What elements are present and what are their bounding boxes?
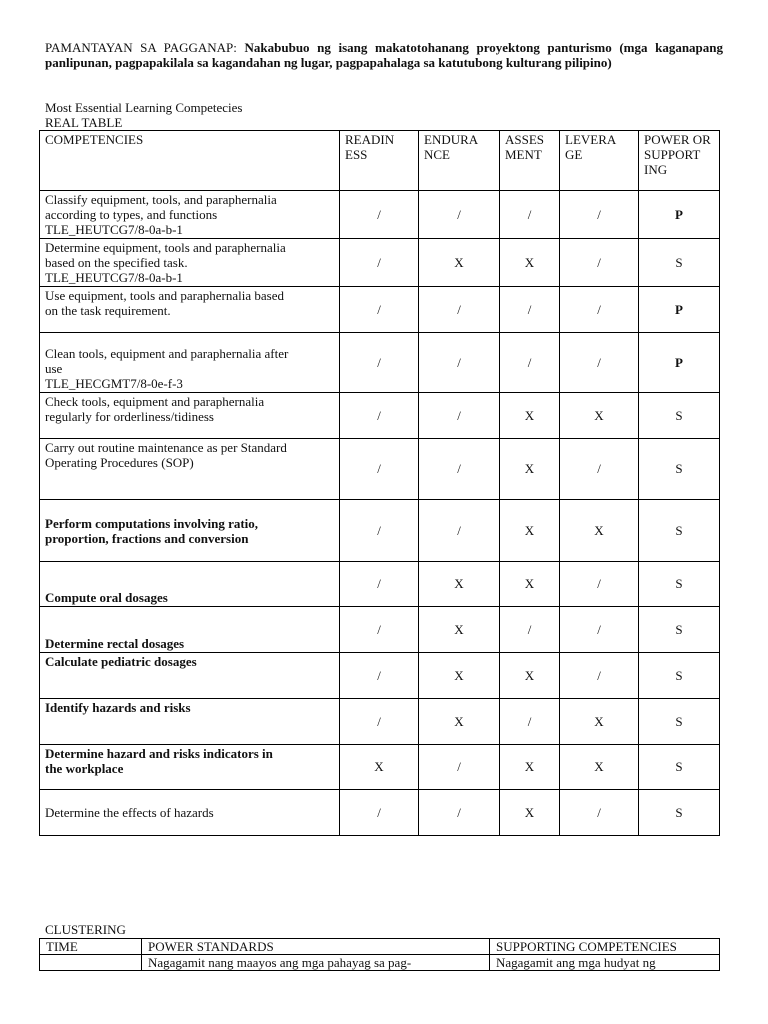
power-supporting-cell: S (639, 562, 720, 607)
assessment-cell: X (500, 790, 560, 836)
table-row (40, 500, 720, 562)
power-supporting-cell: S (639, 607, 720, 653)
readiness-cell: / (340, 699, 419, 745)
table-row (40, 393, 720, 439)
power-supporting-cell: S (639, 745, 720, 790)
leverage-cell: / (560, 562, 639, 607)
assessment-cell: X (500, 745, 560, 790)
readiness-cell: / (340, 562, 419, 607)
power-supporting-cell: S (639, 699, 720, 745)
leverage-cell: / (560, 287, 639, 333)
table-row (40, 191, 720, 239)
endurance-cell: X (419, 653, 500, 699)
table-row (40, 562, 720, 607)
header-competencies: COMPETENCIES (40, 131, 340, 191)
header-power-or-supporting: POWER OR SUPPORT ING (639, 131, 720, 191)
competency-cell: Determine rectal dosages (40, 607, 340, 653)
readiness-cell: / (340, 607, 419, 653)
performance-standard-label: PAMANTAYAN SA PAGGANAP: (45, 40, 237, 55)
readiness-cell: / (340, 393, 419, 439)
endurance-cell: / (419, 500, 500, 562)
competency-cell: Calculate pediatric dosages (40, 653, 340, 699)
leverage-cell: / (560, 333, 639, 393)
power-supporting-cell: P (639, 333, 720, 393)
competency-cell: Carry out routine maintenance as per Standard Operating Procedures (SOP) (40, 439, 340, 500)
assessment-cell: / (500, 191, 560, 239)
power-supporting-cell: S (639, 239, 720, 287)
competency-cell: Clean tools, equipment and paraphernalia after use TLE_HECGMT7/8-0e-f-3 (40, 333, 340, 393)
assessment-cell: X (500, 239, 560, 287)
table-row (40, 439, 720, 500)
section-title: Most Essential Learning Competecies (45, 100, 243, 115)
clustering-title: CLUSTERING (45, 922, 126, 937)
readiness-cell: / (340, 287, 419, 333)
table-row (40, 790, 720, 836)
power-supporting-cell: S (639, 500, 720, 562)
supporting-competency-cell: Nagagamit ang mga hudyat ng (490, 955, 720, 971)
assessment-cell: / (500, 287, 560, 333)
readiness-cell: X (340, 745, 419, 790)
power-supporting-cell: S (639, 439, 720, 500)
endurance-cell: / (419, 790, 500, 836)
table-row (40, 699, 720, 745)
endurance-cell: / (419, 287, 500, 333)
endurance-cell: / (419, 439, 500, 500)
header-power-standards: POWER STANDARDS (142, 939, 490, 955)
competency-cell: Determine the effects of hazards (40, 790, 340, 836)
table-row (40, 607, 720, 653)
competency-cell: Identify hazards and risks (40, 699, 340, 745)
endurance-cell: / (419, 745, 500, 790)
competency-cell: Perform computations involving ratio, proportion, fractions and conversion (40, 500, 340, 562)
power-supporting-cell: P (639, 287, 720, 333)
header-leverage: LEVERA GE (560, 131, 639, 191)
competency-cell: Check tools, equipment and paraphernalia regularly for orderliness/tidiness (40, 393, 340, 439)
power-supporting-cell: P (639, 191, 720, 239)
leverage-cell: / (560, 653, 639, 699)
time-cell (40, 955, 142, 971)
competency-cell: Compute oral dosages (40, 562, 340, 607)
assessment-cell: X (500, 500, 560, 562)
header-supporting-competencies: SUPPORTING COMPETENCIES (490, 939, 720, 955)
readiness-cell: / (340, 439, 419, 500)
endurance-cell: X (419, 239, 500, 287)
leverage-cell: / (560, 607, 639, 653)
assessment-cell: X (500, 439, 560, 500)
leverage-cell: X (560, 699, 639, 745)
leverage-cell: X (560, 393, 639, 439)
assessment-cell: / (500, 607, 560, 653)
assessment-cell: X (500, 653, 560, 699)
assessment-cell: X (500, 562, 560, 607)
competency-cell: Use equipment, tools and paraphernalia based on the task requirement. (40, 287, 340, 333)
leverage-cell: / (560, 191, 639, 239)
leverage-cell: / (560, 439, 639, 500)
table-row (40, 745, 720, 790)
readiness-cell: / (340, 790, 419, 836)
table-title: REAL TABLE (45, 115, 123, 130)
clustering-table (39, 938, 720, 971)
readiness-cell: / (340, 239, 419, 287)
leverage-cell: X (560, 500, 639, 562)
table-row (40, 287, 720, 333)
table-row (40, 955, 720, 971)
endurance-cell: / (419, 191, 500, 239)
assessment-cell: X (500, 393, 560, 439)
table-row (40, 239, 720, 287)
power-standard-cell: Nagagamit nang maayos ang mga pahayag sa pag- (142, 955, 490, 971)
endurance-cell: / (419, 333, 500, 393)
endurance-cell: X (419, 562, 500, 607)
readiness-cell: / (340, 333, 419, 393)
readiness-cell: / (340, 500, 419, 562)
leverage-cell: / (560, 239, 639, 287)
real-table (39, 130, 720, 836)
header-assessment: ASSES MENT (500, 131, 560, 191)
power-supporting-cell: S (639, 790, 720, 836)
endurance-cell: X (419, 699, 500, 745)
readiness-cell: / (340, 191, 419, 239)
assessment-cell: / (500, 333, 560, 393)
assessment-cell: / (500, 699, 560, 745)
leverage-cell: / (560, 790, 639, 836)
power-supporting-cell: S (639, 393, 720, 439)
performance-standard-text: Nakabubuo ng isang makatotohanang proyektong panturismo (mga kaganapang panlipunan, pagpapakilala sa kagandahan ng lugar, pagpapahalaga sa katutubong kulturang pilipino) (45, 40, 724, 70)
competency-cell: Determine equipment, tools and paraphernalia based on the specified task. TLE_HEUTCG7/8-0a-b-1 (40, 239, 340, 287)
readiness-cell: / (340, 653, 419, 699)
leverage-cell: X (560, 745, 639, 790)
header-readiness: READIN ESS (340, 131, 419, 191)
competency-cell: Classify equipment, tools, and paraphernalia according to types, and functions TLE_HEUTCG7/8-0a-b-1 (40, 191, 340, 239)
table-row (40, 333, 720, 393)
competency-cell: Determine hazard and risks indicators in the workplace (40, 745, 340, 790)
endurance-cell: / (419, 393, 500, 439)
header-time: TIME (40, 939, 142, 955)
endurance-cell: X (419, 607, 500, 653)
table-row (40, 653, 720, 699)
header-endurance: ENDURA NCE (419, 131, 500, 191)
power-supporting-cell: S (639, 653, 720, 699)
performance-standard (45, 40, 723, 70)
